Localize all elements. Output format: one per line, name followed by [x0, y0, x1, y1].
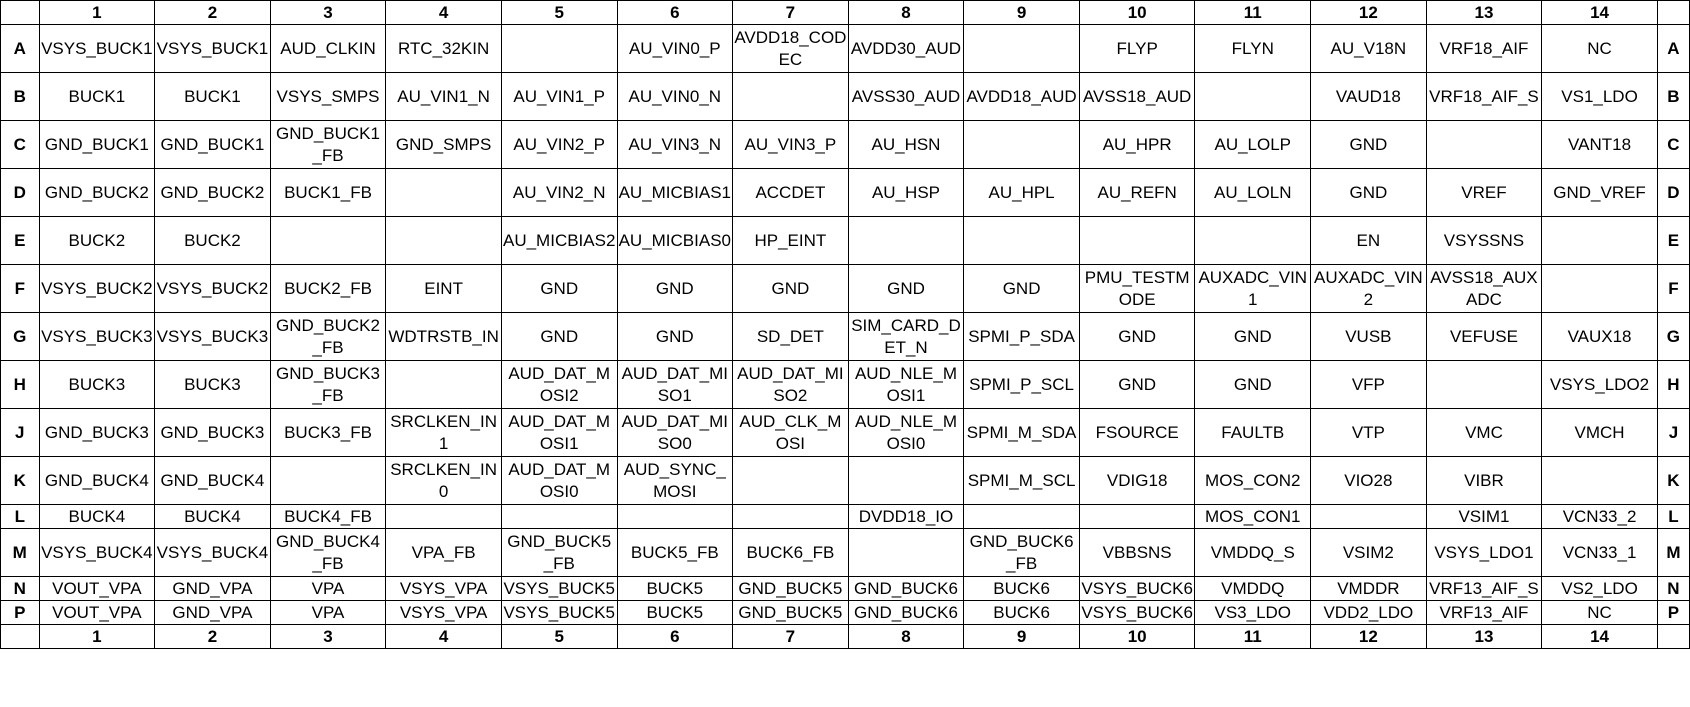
pin-cell: BUCK2	[39, 217, 155, 265]
column-header: 4	[386, 625, 502, 649]
corner-cell	[1, 625, 40, 649]
row-label-right: C	[1657, 121, 1689, 169]
pin-cell: BUCK1	[39, 73, 155, 121]
pin-cell: GND_BUCK5_FB	[501, 529, 617, 577]
row-label-right: J	[1657, 409, 1689, 457]
column-header: 5	[501, 625, 617, 649]
pin-cell	[964, 217, 1080, 265]
pin-cell: VPA	[270, 577, 386, 601]
pin-cell: VOUT_VPA	[39, 577, 155, 601]
pin-cell: VSYS_LDO1	[1426, 529, 1542, 577]
pin-cell: VIBR	[1426, 457, 1542, 505]
column-header: 14	[1542, 1, 1658, 25]
pin-cell: AU_VIN3_P	[733, 121, 849, 169]
column-header: 3	[270, 625, 386, 649]
pin-cell: VSYS_VPA	[386, 601, 502, 625]
row-label-left: C	[1, 121, 40, 169]
pin-cell: VMCH	[1542, 409, 1658, 457]
pin-cell: VSYS_BUCK4	[155, 529, 271, 577]
pin-cell	[848, 457, 964, 505]
pin-cell: BUCK6	[964, 601, 1080, 625]
pin-cell: VSYS_BUCK3	[155, 313, 271, 361]
pin-cell: AU_REFN	[1079, 169, 1195, 217]
row-label-right: B	[1657, 73, 1689, 121]
pin-cell	[270, 217, 386, 265]
pin-cell: GND	[964, 265, 1080, 313]
pin-cell: VSYS_BUCK2	[39, 265, 155, 313]
pin-cell: NC	[1542, 25, 1658, 73]
column-header: 1	[39, 625, 155, 649]
pin-cell: EN	[1311, 217, 1427, 265]
pin-cell	[1195, 217, 1311, 265]
row-label-left: D	[1, 169, 40, 217]
pin-cell: AU_VIN0_N	[617, 73, 733, 121]
column-header: 4	[386, 1, 502, 25]
pin-cell	[270, 457, 386, 505]
pin-cell: BUCK6_FB	[733, 529, 849, 577]
pin-cell: GND	[501, 313, 617, 361]
pin-cell: GND	[848, 265, 964, 313]
pin-cell: SPMI_M_SCL	[964, 457, 1080, 505]
pin-cell: VFP	[1311, 361, 1427, 409]
pin-cell: BUCK5_FB	[617, 529, 733, 577]
pin-cell: GND	[1079, 313, 1195, 361]
table-row	[1, 577, 1690, 601]
column-header: 13	[1426, 625, 1542, 649]
pin-cell: VOUT_VPA	[39, 601, 155, 625]
pin-cell: DVDD18_IO	[848, 505, 964, 529]
row-label-right: P	[1657, 601, 1689, 625]
pin-cell: GND	[733, 265, 849, 313]
pin-cell: AVSS18_AUXADC	[1426, 265, 1542, 313]
pin-cell: BUCK3_FB	[270, 409, 386, 457]
pin-cell: FSOURCE	[1079, 409, 1195, 457]
pin-cell: AUXADC_VIN2	[1311, 265, 1427, 313]
pin-cell: AUD_DAT_MISO0	[617, 409, 733, 457]
pin-cell: VANT18	[1542, 121, 1658, 169]
pin-cell: VPA	[270, 601, 386, 625]
pin-cell: AVSS30_AUD	[848, 73, 964, 121]
pin-cell: VSYS_BUCK1	[155, 25, 271, 73]
pin-cell: BUCK3	[155, 361, 271, 409]
pin-cell: GND_BUCK6	[848, 601, 964, 625]
pin-cell: HP_EINT	[733, 217, 849, 265]
column-header: 2	[155, 1, 271, 25]
pin-cell: BUCK1	[155, 73, 271, 121]
pin-cell	[964, 121, 1080, 169]
pin-cell: GND_BUCK2_FB	[270, 313, 386, 361]
pin-cell: GND_BUCK1_FB	[270, 121, 386, 169]
row-label-left: E	[1, 217, 40, 265]
pin-cell: AU_VIN0_P	[617, 25, 733, 73]
pin-cell: GND	[1195, 313, 1311, 361]
column-header: 8	[848, 1, 964, 25]
table-row	[1, 409, 1690, 457]
pin-cell	[848, 217, 964, 265]
column-header: 8	[848, 625, 964, 649]
pin-cell: AVDD18_CODEC	[733, 25, 849, 73]
pin-cell: VMC	[1426, 409, 1542, 457]
pin-cell: AUD_CLK_MOSI	[733, 409, 849, 457]
pin-cell: GND_SMPS	[386, 121, 502, 169]
column-header: 13	[1426, 1, 1542, 25]
pin-cell: VREF	[1426, 169, 1542, 217]
pin-cell: BUCK5	[617, 577, 733, 601]
pin-cell: VRF18_AIF_S	[1426, 73, 1542, 121]
pin-cell	[1426, 361, 1542, 409]
row-label-right: L	[1657, 505, 1689, 529]
pin-cell: GND_BUCK3	[39, 409, 155, 457]
pin-cell: GND	[1311, 121, 1427, 169]
pin-cell: GND_BUCK1	[39, 121, 155, 169]
pin-cell: VAUX18	[1542, 313, 1658, 361]
table-row	[1, 505, 1690, 529]
pin-cell: AUD_NLE_MOSI0	[848, 409, 964, 457]
pin-cell	[386, 361, 502, 409]
pin-cell: VCN33_2	[1542, 505, 1658, 529]
pin-cell: GND	[1311, 169, 1427, 217]
pin-cell: AU_VIN1_P	[501, 73, 617, 121]
pin-cell: VSYS_BUCK3	[39, 313, 155, 361]
pin-cell	[964, 505, 1080, 529]
top-column-header-row	[1, 1, 1690, 25]
row-label-right: H	[1657, 361, 1689, 409]
column-header: 14	[1542, 625, 1658, 649]
pin-cell: VSYSSNS	[1426, 217, 1542, 265]
pin-cell: GND	[501, 265, 617, 313]
row-label-right: F	[1657, 265, 1689, 313]
pin-cell: AU_MICBIAS2	[501, 217, 617, 265]
row-label-right: N	[1657, 577, 1689, 601]
row-label-left: K	[1, 457, 40, 505]
pin-cell: GND_VPA	[155, 577, 271, 601]
pin-cell	[1079, 505, 1195, 529]
pin-cell: VRF18_AIF	[1426, 25, 1542, 73]
pin-cell: VSIM2	[1311, 529, 1427, 577]
table-row	[1, 217, 1690, 265]
pin-cell: AUD_DAT_MISO2	[733, 361, 849, 409]
pin-cell: VTP	[1311, 409, 1427, 457]
row-label-left: N	[1, 577, 40, 601]
pin-cell: VS2_LDO	[1542, 577, 1658, 601]
column-header: 6	[617, 625, 733, 649]
pin-cell: VMDDQ	[1195, 577, 1311, 601]
pin-cell: GND_BUCK5	[733, 577, 849, 601]
pin-cell	[617, 505, 733, 529]
pin-cell: AU_HPL	[964, 169, 1080, 217]
pin-cell: AVDD18_AUD	[964, 73, 1080, 121]
column-header: 3	[270, 1, 386, 25]
pin-cell: FLYP	[1079, 25, 1195, 73]
pin-cell	[1195, 73, 1311, 121]
pin-cell: AU_V18N	[1311, 25, 1427, 73]
pin-cell: SRCLKEN_IN1	[386, 409, 502, 457]
pin-cell: AVSS18_AUD	[1079, 73, 1195, 121]
pin-cell	[386, 505, 502, 529]
column-header: 7	[733, 625, 849, 649]
pin-cell: VMDDR	[1311, 577, 1427, 601]
pin-cell: VBBSNS	[1079, 529, 1195, 577]
pin-cell	[1542, 265, 1658, 313]
column-header: 1	[39, 1, 155, 25]
table-row	[1, 169, 1690, 217]
corner-cell	[1657, 1, 1689, 25]
pin-cell: AUD_SYNC_MOSI	[617, 457, 733, 505]
pin-cell: AU_LOLN	[1195, 169, 1311, 217]
pin-cell: VDD2_LDO	[1311, 601, 1427, 625]
pin-cell: AU_HSN	[848, 121, 964, 169]
pin-cell: VS3_LDO	[1195, 601, 1311, 625]
pin-cell	[964, 25, 1080, 73]
row-label-left: G	[1, 313, 40, 361]
pin-cell: EINT	[386, 265, 502, 313]
row-label-right: D	[1657, 169, 1689, 217]
table-row	[1, 601, 1690, 625]
pin-cell	[733, 457, 849, 505]
table-row	[1, 121, 1690, 169]
pin-cell: GND_BUCK4_FB	[270, 529, 386, 577]
column-header: 11	[1195, 625, 1311, 649]
column-header: 5	[501, 1, 617, 25]
pin-cell: VSYS_BUCK1	[39, 25, 155, 73]
pin-cell: BUCK2_FB	[270, 265, 386, 313]
pin-cell: VSYS_VPA	[386, 577, 502, 601]
pin-cell: GND	[1079, 361, 1195, 409]
table-row	[1, 361, 1690, 409]
pin-cell	[733, 505, 849, 529]
column-header: 12	[1311, 625, 1427, 649]
pin-cell: AUXADC_VIN1	[1195, 265, 1311, 313]
pin-cell	[1542, 457, 1658, 505]
pin-cell: AU_MICBIAS0	[617, 217, 733, 265]
pin-cell: VCN33_1	[1542, 529, 1658, 577]
pin-cell: GND_BUCK6_FB	[964, 529, 1080, 577]
pin-cell: GND_BUCK4	[155, 457, 271, 505]
pin-cell	[848, 529, 964, 577]
pin-cell: BUCK1_FB	[270, 169, 386, 217]
pin-cell: SPMI_P_SDA	[964, 313, 1080, 361]
pin-cell: AU_MICBIAS1	[617, 169, 733, 217]
pin-cell: VS1_LDO	[1542, 73, 1658, 121]
table-row	[1, 313, 1690, 361]
pin-cell: AUD_CLKIN	[270, 25, 386, 73]
pin-cell: AU_HPR	[1079, 121, 1195, 169]
table-row	[1, 25, 1690, 73]
pin-cell: FLYN	[1195, 25, 1311, 73]
pin-cell: GND	[617, 313, 733, 361]
pin-cell: GND_BUCK2	[155, 169, 271, 217]
pin-cell: GND	[617, 265, 733, 313]
pin-cell: VPA_FB	[386, 529, 502, 577]
pin-cell: VSYS_SMPS	[270, 73, 386, 121]
column-header: 10	[1079, 1, 1195, 25]
pin-cell: AVDD30_AUD	[848, 25, 964, 73]
row-label-left: L	[1, 505, 40, 529]
pin-cell: AU_VIN2_N	[501, 169, 617, 217]
pin-cell	[501, 25, 617, 73]
pin-cell: SPMI_P_SCL	[964, 361, 1080, 409]
table-row	[1, 457, 1690, 505]
pin-cell: BUCK5	[617, 601, 733, 625]
pin-cell: GND_BUCK5	[733, 601, 849, 625]
pin-cell	[733, 73, 849, 121]
pin-cell	[501, 505, 617, 529]
pin-cell: VSYS_BUCK4	[39, 529, 155, 577]
pin-cell: PMU_TESTMODE	[1079, 265, 1195, 313]
pin-cell	[1311, 505, 1427, 529]
row-label-left: F	[1, 265, 40, 313]
pin-cell: AUD_DAT_MISO1	[617, 361, 733, 409]
pin-cell: RTC_32KIN	[386, 25, 502, 73]
column-header: 11	[1195, 1, 1311, 25]
pin-cell: GND_BUCK4	[39, 457, 155, 505]
pin-cell: NC	[1542, 601, 1658, 625]
corner-cell	[1, 1, 40, 25]
pin-cell: SD_DET	[733, 313, 849, 361]
column-header: 9	[964, 625, 1080, 649]
column-header: 10	[1079, 625, 1195, 649]
column-header: 9	[964, 1, 1080, 25]
pin-cell: VMDDQ_S	[1195, 529, 1311, 577]
pin-cell	[1079, 217, 1195, 265]
pin-cell: SPMI_M_SDA	[964, 409, 1080, 457]
pin-cell: VUSB	[1311, 313, 1427, 361]
pin-cell: GND_BUCK3_FB	[270, 361, 386, 409]
pin-cell: VRF13_AIF	[1426, 601, 1542, 625]
pin-cell: BUCK4_FB	[270, 505, 386, 529]
pin-cell	[1426, 121, 1542, 169]
row-label-right: K	[1657, 457, 1689, 505]
pin-cell: VSYS_BUCK5	[501, 601, 617, 625]
corner-cell	[1657, 625, 1689, 649]
pin-cell: GND_BUCK2	[39, 169, 155, 217]
row-label-right: A	[1657, 25, 1689, 73]
row-label-right: E	[1657, 217, 1689, 265]
pin-cell	[386, 217, 502, 265]
row-label-left: J	[1, 409, 40, 457]
table-row	[1, 529, 1690, 577]
column-header: 2	[155, 625, 271, 649]
pin-cell: GND_BUCK6	[848, 577, 964, 601]
pin-cell: GND	[1195, 361, 1311, 409]
row-label-left: B	[1, 73, 40, 121]
pin-cell: MOS_CON2	[1195, 457, 1311, 505]
pin-cell: VAUD18	[1311, 73, 1427, 121]
row-label-right: G	[1657, 313, 1689, 361]
pin-cell: AU_VIN1_N	[386, 73, 502, 121]
pin-cell: BUCK4	[155, 505, 271, 529]
pin-cell: AUD_DAT_MOSI1	[501, 409, 617, 457]
table-row	[1, 73, 1690, 121]
pin-cell: WDTRSTB_IN	[386, 313, 502, 361]
pin-cell: GND_BUCK1	[155, 121, 271, 169]
pin-cell: ACCDET	[733, 169, 849, 217]
pin-cell: VSYS_BUCK6	[1079, 577, 1195, 601]
pin-cell: BUCK6	[964, 577, 1080, 601]
pin-cell: VSYS_BUCK2	[155, 265, 271, 313]
row-label-left: M	[1, 529, 40, 577]
column-header: 6	[617, 1, 733, 25]
pin-cell: AUD_NLE_MOSI1	[848, 361, 964, 409]
bottom-column-header-row	[1, 625, 1690, 649]
pin-cell: SRCLKEN_IN0	[386, 457, 502, 505]
pin-cell: MOS_CON1	[1195, 505, 1311, 529]
pin-cell: VSIM1	[1426, 505, 1542, 529]
pin-cell: BUCK2	[155, 217, 271, 265]
pin-cell: AU_VIN2_P	[501, 121, 617, 169]
pin-cell: AU_LOLP	[1195, 121, 1311, 169]
pin-cell: VIO28	[1311, 457, 1427, 505]
pin-cell: AUD_DAT_MOSI0	[501, 457, 617, 505]
table-row	[1, 265, 1690, 313]
pin-cell	[1542, 217, 1658, 265]
pin-cell: GND_VREF	[1542, 169, 1658, 217]
pin-cell: GND_BUCK3	[155, 409, 271, 457]
pin-cell	[386, 169, 502, 217]
column-header: 7	[733, 1, 849, 25]
pin-cell: VEFUSE	[1426, 313, 1542, 361]
row-label-left: P	[1, 601, 40, 625]
pin-cell: VDIG18	[1079, 457, 1195, 505]
pin-cell: AU_VIN3_N	[617, 121, 733, 169]
pin-cell: VSYS_LDO2	[1542, 361, 1658, 409]
pin-cell: VSYS_BUCK5	[501, 577, 617, 601]
pin-cell: FAULTB	[1195, 409, 1311, 457]
pin-cell: VSYS_BUCK6	[1079, 601, 1195, 625]
row-label-right: M	[1657, 529, 1689, 577]
row-label-left: H	[1, 361, 40, 409]
pin-cell: AU_HSP	[848, 169, 964, 217]
pin-cell: BUCK3	[39, 361, 155, 409]
pin-cell: AUD_DAT_MOSI2	[501, 361, 617, 409]
pin-cell: BUCK4	[39, 505, 155, 529]
pin-cell: GND_VPA	[155, 601, 271, 625]
pin-cell: VRF13_AIF_S	[1426, 577, 1542, 601]
row-label-left: A	[1, 25, 40, 73]
pin-cell: SIM_CARD_DET_N	[848, 313, 964, 361]
column-header: 12	[1311, 1, 1427, 25]
